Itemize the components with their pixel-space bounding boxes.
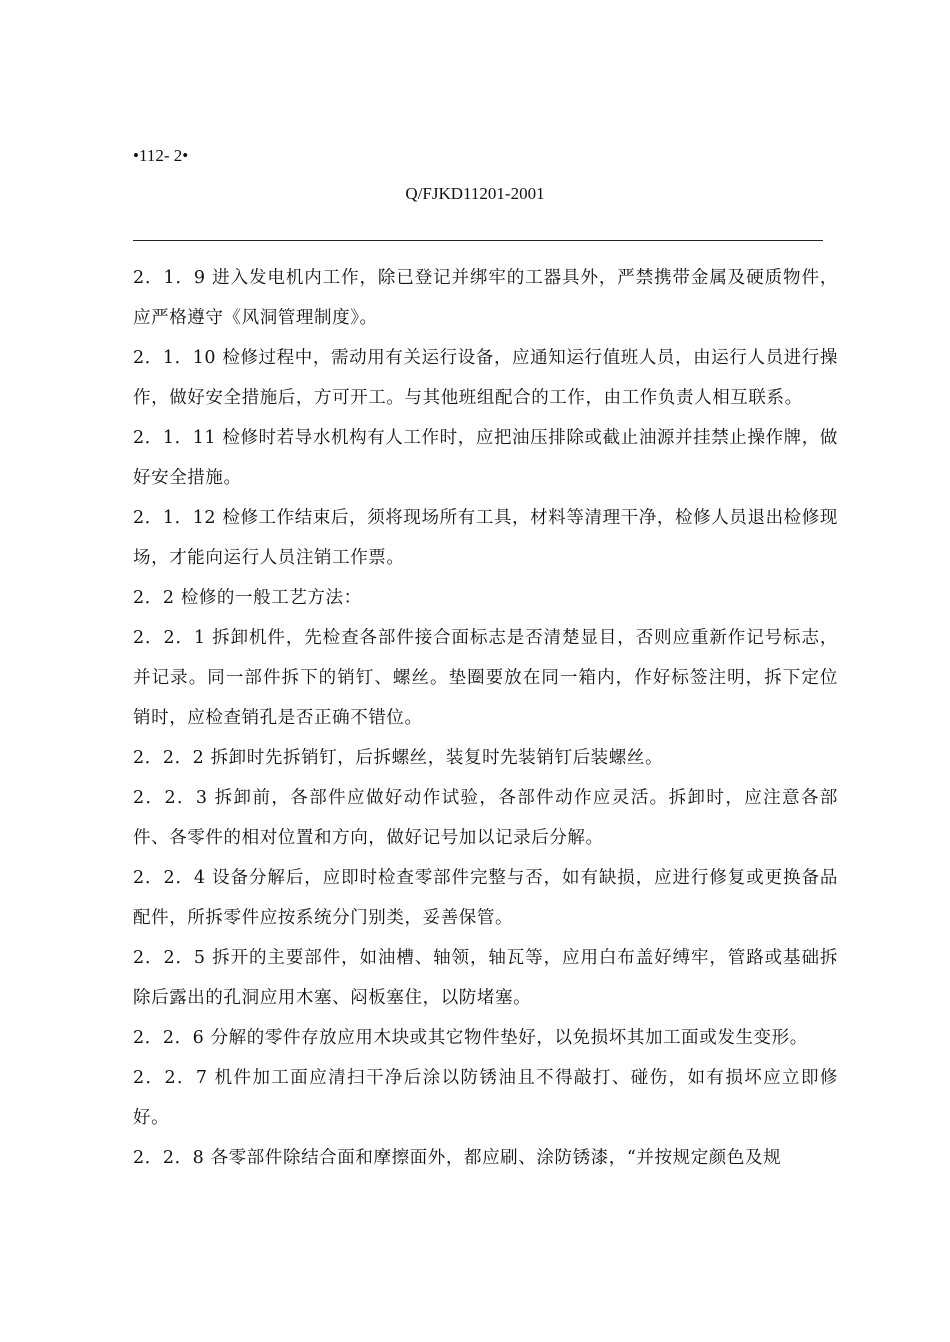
section-heading-2-2: 2．2 检修的一般工艺方法： — [133, 588, 362, 608]
paragraph-2-1-12: 2．1．12 检修工作结束后，须将现场所有工具，材料等清理干净，检修人员退出检修现场，才能向运行人员注销工作票。 — [133, 508, 838, 568]
paragraph-2-1-11: 2．1．11 检修时若导水机构有人工作时，应把油压排除或截止油源并挂禁止操作牌，做好安全措施。 — [133, 428, 838, 488]
standard-code: Q/FJKD11201-2001 — [405, 184, 545, 203]
paragraph-2-1-10: 2．1．10 检修过程中，需动用有关运行设备，应通知运行值班人员，由运行人员进行操作，做好安全措施后，方可开工。与其他班组配合的工作，由工作负责人相互联系。 — [133, 348, 838, 408]
paragraph-2-2-3: 2．2．3 拆卸前，各部件应做好动作试验，各部件动作应灵活。拆卸时，应注意各部件、各零件的相对位置和方向，做好记号加以记录后分解。 — [133, 788, 838, 848]
paragraph-2-2-2: 2．2．2 拆卸时先拆销钉，后拆螺丝，装复时先装销钉后装螺丝。 — [133, 748, 664, 768]
paragraph-2-2-4: 2．2．4 设备分解后，应即时检查零部件完整与否，如有缺损，应进行修复或更换备品配件，所拆零件应按系统分门别类，妥善保管。 — [133, 868, 838, 928]
header-divider — [133, 240, 823, 241]
paragraph-2-2-8: 2．2．8 各零部件除结合面和摩擦面外，都应刷、涂防锈漆，“并按规定颜色及规 — [133, 1148, 782, 1168]
paragraph-2-2-1: 2．2．1 拆卸机件，先检查各部件接合面标志是否清楚显目，否则应重新作记号标志，并记录。同一部件拆下的销钉、螺丝。垫圈要放在同一箱内，作好标签注明，拆下定位销时，应检查销孔是否正确不错位。 — [133, 628, 838, 728]
paragraph-2-2-7: 2．2．7 机件加工面应清扫干净后涂以防锈油且不得敲打、碰伤，如有损坏应立即修好。 — [133, 1068, 838, 1128]
paragraph-2-2-5: 2．2．5 拆开的主要部件，如油槽、轴领，轴瓦等，应用白布盖好缚牢，管路或基础拆除后露出的孔洞应用木塞、闷板塞住，以防堵塞。 — [133, 948, 838, 1008]
page-number: •112- 2• — [133, 146, 189, 165]
document-body — [133, 258, 838, 1178]
paragraph-2-2-6: 2．2．6 分解的零件存放应用木块或其它物件垫好，以免损坏其加工面或发生变形。 — [133, 1028, 808, 1048]
paragraph-2-1-9: 2．1．9 进入发电机内工作，除已登记并绑牢的工器具外，严禁携带金属及硬质物件，应严格遵守《风洞管理制度》。 — [133, 268, 838, 328]
